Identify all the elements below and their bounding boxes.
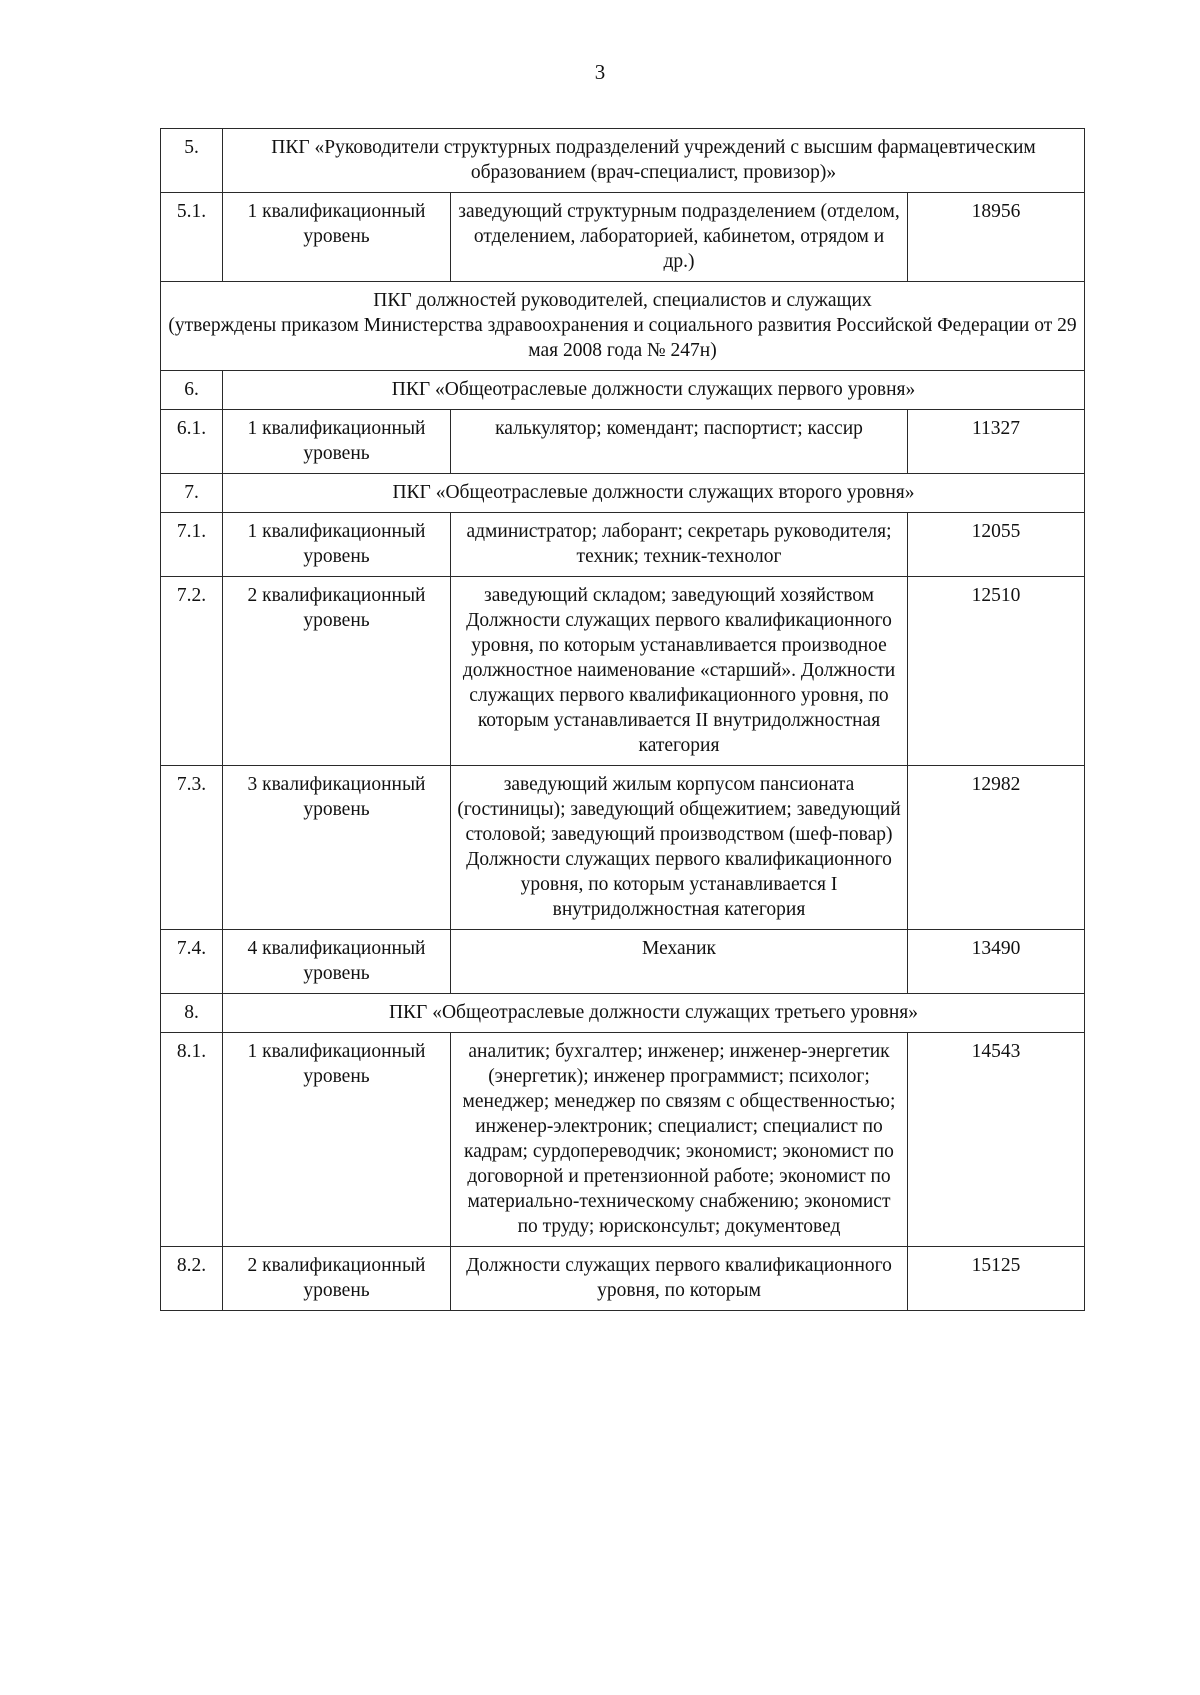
group-number: 8. bbox=[161, 994, 223, 1033]
positions: заведующий складом; заведующий хозяйством Должности служащих первого квалификационного уровня, по которым устанавливается производное должностное наименование «старший». Должности служащих первого квалификационного уровня, по которым устанавливается II внутридолжностная категория bbox=[451, 577, 908, 766]
salary: 12510 bbox=[908, 577, 1085, 766]
positions: аналитик; бухгалтер; инженер; инженер-энергетик (энергетик); инженер программист; психолог; менеджер; менеджер по связям с общественностью; инженер-электроник; специалист; специалист по кадрам; сурдопереводчик; экономист; экономист по договорной и претензионной работе; экономист по материально-техническому снабжению; экономист по труду; юрисконсульт; документовед bbox=[451, 1033, 908, 1247]
item-number: 6.1. bbox=[161, 410, 223, 474]
item-number: 8.2. bbox=[161, 1247, 223, 1311]
qualification-level: 4 квалификационный уровень bbox=[223, 930, 451, 994]
section-title-line: ПКГ должностей руководителей, специалистов и служащих bbox=[373, 290, 872, 311]
group-row bbox=[161, 371, 1085, 410]
qualification-level: 1 квалификационный уровень bbox=[223, 513, 451, 577]
item-row bbox=[161, 193, 1085, 282]
group-row bbox=[161, 129, 1085, 193]
qualification-level: 1 квалификационный уровень bbox=[223, 410, 451, 474]
group-title: ПКГ «Общеотраслевые должности служащих первого уровня» bbox=[223, 371, 1085, 410]
qualification-level: 1 квалификационный уровень bbox=[223, 1033, 451, 1247]
group-number: 5. bbox=[161, 129, 223, 193]
item-row bbox=[161, 766, 1085, 930]
item-row bbox=[161, 577, 1085, 766]
qualification-level: 3 квалификационный уровень bbox=[223, 766, 451, 930]
positions: Должности служащих первого квалификационного уровня, по которым bbox=[451, 1247, 908, 1311]
salary: 12982 bbox=[908, 766, 1085, 930]
qualification-level: 2 квалификационный уровень bbox=[223, 577, 451, 766]
item-number: 7.1. bbox=[161, 513, 223, 577]
group-number: 7. bbox=[161, 474, 223, 513]
salary: 15125 bbox=[908, 1247, 1085, 1311]
item-row bbox=[161, 930, 1085, 994]
group-row bbox=[161, 994, 1085, 1033]
qualification-groups-table bbox=[160, 128, 1085, 1311]
salary: 12055 bbox=[908, 513, 1085, 577]
item-number: 7.2. bbox=[161, 577, 223, 766]
group-title: ПКГ «Руководители структурных подразделений учреждений с высшим фармацевтическим образованием (врач-специалист, провизор)» bbox=[223, 129, 1085, 193]
salary: 14543 bbox=[908, 1033, 1085, 1247]
group-title: ПКГ «Общеотраслевые должности служащих третьего уровня» bbox=[223, 994, 1085, 1033]
salary: 11327 bbox=[908, 410, 1085, 474]
section-title-subline: (утверждены приказом Министерства здравоохранения и социального развития Российской Федерации от 29 мая 2008 года № 247н) bbox=[168, 315, 1077, 361]
page-number: 3 bbox=[594, 60, 606, 84]
salary: 13490 bbox=[908, 930, 1085, 994]
section-row bbox=[161, 282, 1085, 371]
item-row bbox=[161, 1033, 1085, 1247]
item-row bbox=[161, 410, 1085, 474]
section-title bbox=[161, 282, 1085, 371]
qualification-level: 2 квалификационный уровень bbox=[223, 1247, 451, 1311]
salary: 18956 bbox=[908, 193, 1085, 282]
group-row bbox=[161, 474, 1085, 513]
item-number: 7.4. bbox=[161, 930, 223, 994]
group-title: ПКГ «Общеотраслевые должности служащих второго уровня» bbox=[223, 474, 1085, 513]
item-number: 5.1. bbox=[161, 193, 223, 282]
positions: калькулятор; комендант; паспортист; кассир bbox=[451, 410, 908, 474]
group-number: 6. bbox=[161, 371, 223, 410]
positions: Механик bbox=[451, 930, 908, 994]
qualification-level: 1 квалификационный уровень bbox=[223, 193, 451, 282]
positions: заведующий структурным подразделением (отделом, отделением, лабораторией, кабинетом, отрядом и др.) bbox=[451, 193, 908, 282]
item-number: 7.3. bbox=[161, 766, 223, 930]
item-row bbox=[161, 1247, 1085, 1311]
item-number: 8.1. bbox=[161, 1033, 223, 1247]
positions: заведующий жилым корпусом пансионата (гостиницы); заведующий общежитием; заведующий столовой; заведующий производством (шеф-повар) Должности служащих первого квалификационного уровня, по которым устанавливается I внутридолжностная категория bbox=[451, 766, 908, 930]
item-row bbox=[161, 513, 1085, 577]
positions: администратор; лаборант; секретарь руководителя; техник; техник-технолог bbox=[451, 513, 908, 577]
